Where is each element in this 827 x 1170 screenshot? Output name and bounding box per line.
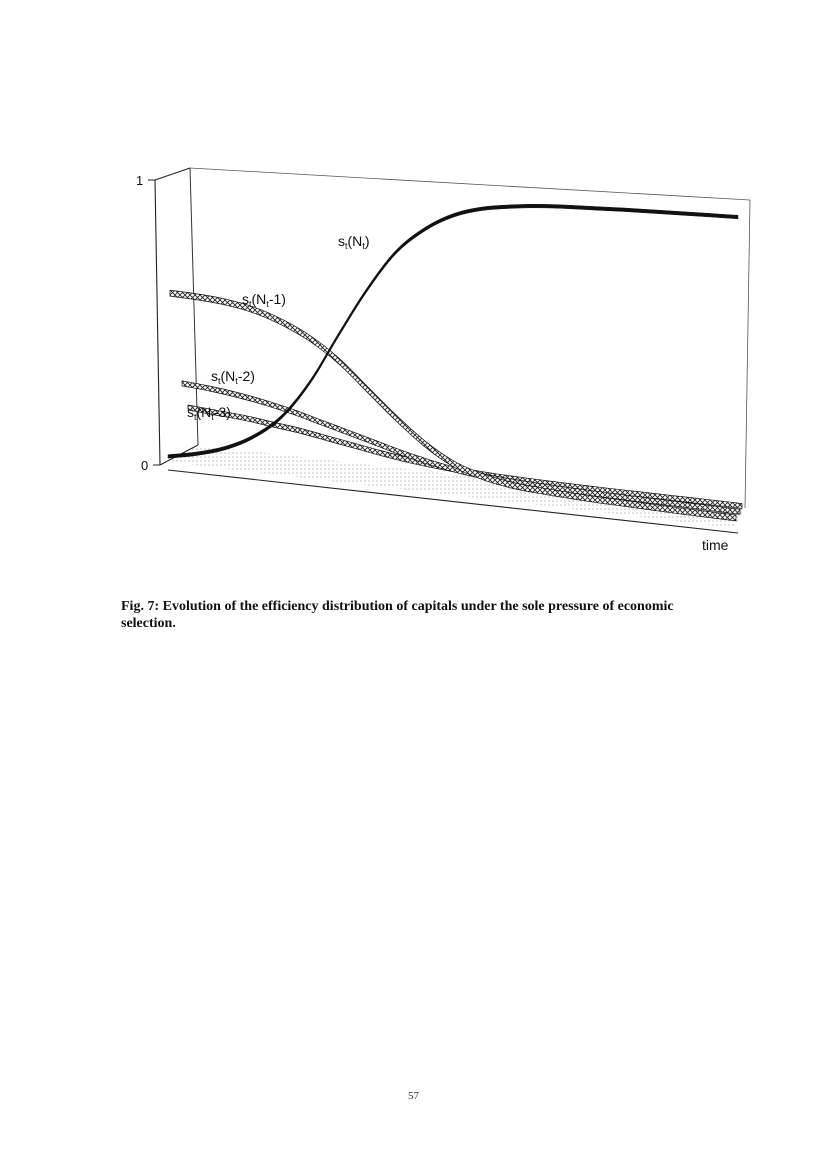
page-number: 57 xyxy=(408,1090,419,1102)
y-axis-line xyxy=(155,180,160,465)
series-layer xyxy=(168,204,742,521)
floor-plane xyxy=(168,445,745,528)
series-label-st-nt-2: $s_t(N_t-2)$ xyxy=(211,368,255,386)
y-tick-label-0: 0 xyxy=(141,458,149,473)
back-wall-right-edge xyxy=(745,200,750,508)
series-label-st-nt-3: $s_t(N_t-3)$ xyxy=(187,404,231,422)
y-axis-top-connector xyxy=(155,168,190,180)
series-label-st-nt-1: $s_t(N_t-1)$ xyxy=(242,291,286,309)
series-label-st-nt: $s_t(N_t)$ xyxy=(338,233,370,251)
y-tick-label-1: 1 xyxy=(136,173,144,188)
figure-caption: Fig. 7: Evolution of the efficiency distribution of capitals under the sole pressure of economic selection. xyxy=(121,599,674,631)
x-axis-label: time xyxy=(702,537,729,553)
back-wall-top-edge xyxy=(190,168,750,200)
